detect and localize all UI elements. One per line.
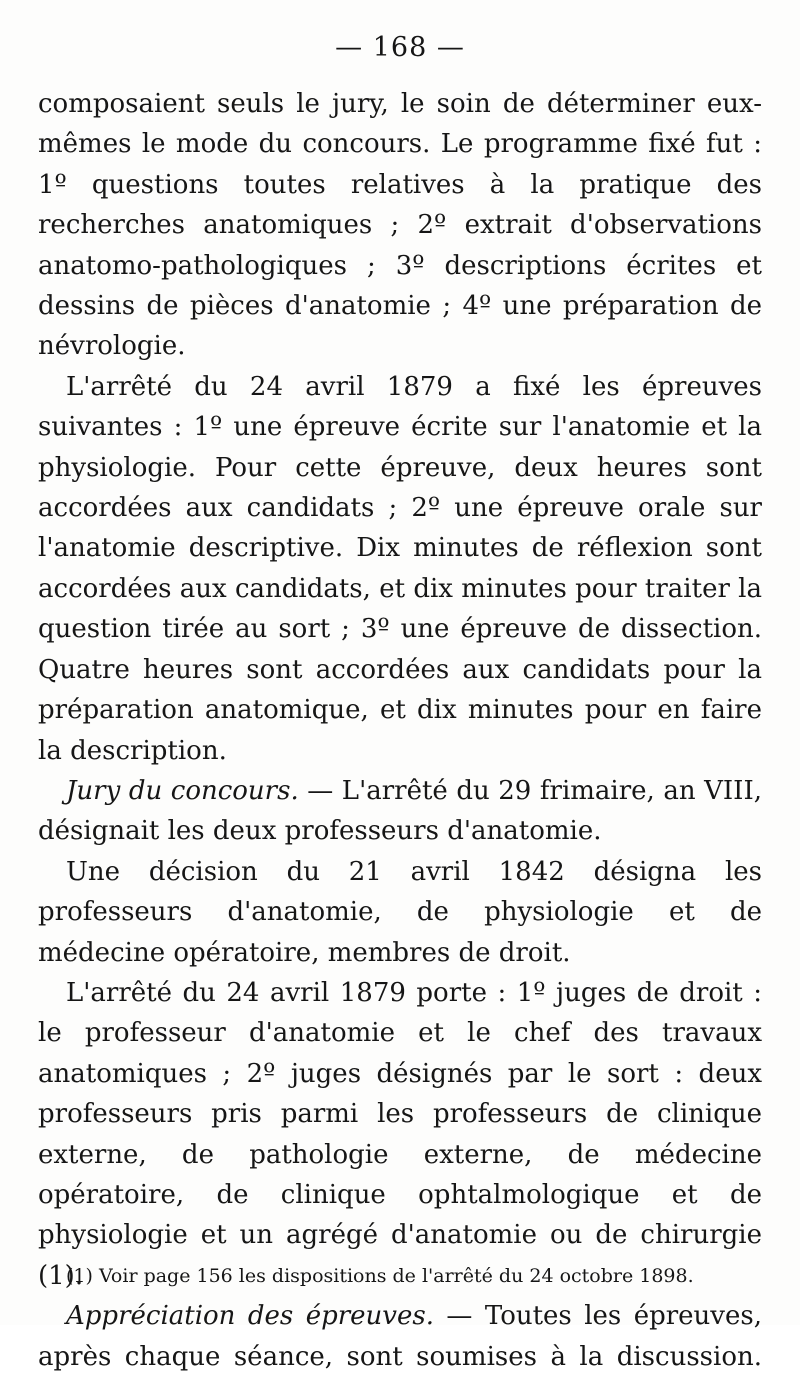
paragraph-continuation: composaient seuls le jury, le soin de déterminer eux-mêmes le mode du concours. Le programme fixé fut : 1º questions toutes relatives à la pratique des recherches anatomiques ; 2º extrait d'observations anatomo-pathologiques ; 3º descriptions écrites et dessins de pièces d'anatomie ; 4º une préparation de névrologie. xyxy=(38,89,762,362)
body-text xyxy=(38,84,762,1377)
footnote: (1) Voir page 156 les dispositions de l'arrêté du 24 octobre 1898. xyxy=(66,1265,694,1287)
paragraph-arrete-1879-epreuves: L'arrêté du 24 avril 1879 a fixé les épreuves suivantes : 1º une épreuve écrite sur l'anatomie et la physiologie. Pour cette épreuve, deux heures sont accordées aux candidats ; 2º une épreuve orale sur l'anatomie descriptive. Dix minutes de réflexion sont accordées aux candidats, et dix minutes pour traiter la question tirée au sort ; 3º une épreuve de dissection. Quatre heures sont accordées aux candidats pour la préparation anatomique, et dix minutes pour en faire la description. xyxy=(38,371,762,766)
paragraph-decision-1842: Une décision du 21 avril 1842 désigna les professeurs d'anatomie, de physiologie et de médecine opératoire, membres de droit. xyxy=(38,856,762,968)
paragraph-appreciation-des-epreuves xyxy=(38,1296,762,1377)
paragraph-arrete-1879-juges: L'arrêté du 24 avril 1879 porte : 1º juges de droit : le professeur d'anatomie et le chef des travaux anatomiques ; 2º juges désignés par le sort : deux professeurs pris parmi les professeurs de clinique externe, de pathologie externe, de médecine opératoire, de clinique ophtalmologique et de physiologie et un agrégé d'anatomie ou de chirurgie (1). xyxy=(38,977,762,1291)
paragraph-jury-du-concours xyxy=(38,771,762,852)
paragraph-text: — Toutes les épreuves, après chaque séance, sont soumises à la discussion. xyxy=(38,1301,762,1372)
section-heading-appreciation: Appréciation des épreuves. xyxy=(66,1301,434,1332)
section-heading-jury: Jury du concours. xyxy=(66,775,299,806)
page-number: — 168 — xyxy=(335,32,465,63)
paragraph-text: — L'arrêté du 29 frimaire, an VIII, désignait les deux professeurs d'anatomie. xyxy=(38,775,762,847)
